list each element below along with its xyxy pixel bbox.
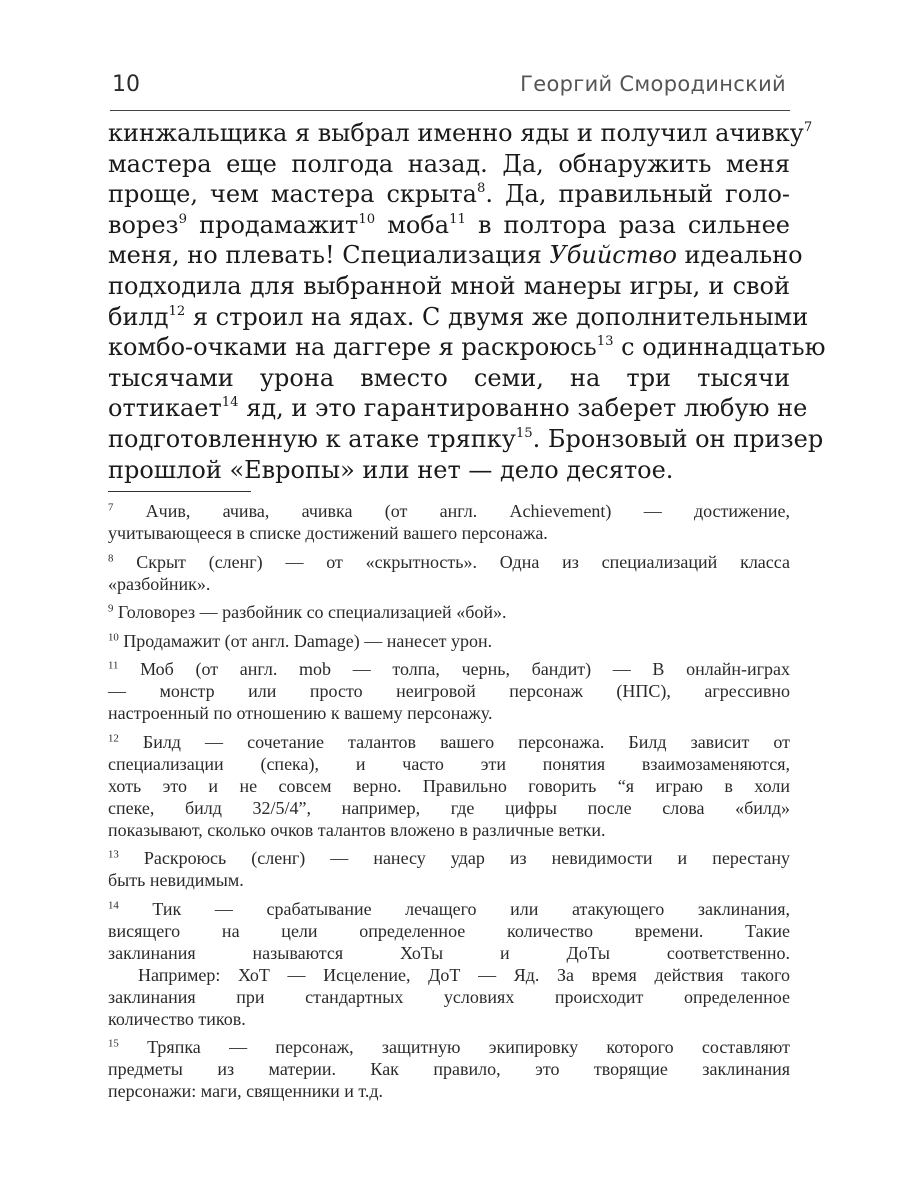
- footnote-line: [108, 522, 790, 544]
- body-line: [108, 393, 808, 424]
- footnote: [108, 500, 790, 544]
- text-run: показывают, сколько очков талантов вложено в различные ветки.: [108, 819, 606, 840]
- body-line: [108, 149, 790, 180]
- text-run: заклинания при стандартных условиях происходит определенное: [108, 986, 790, 1007]
- footnote-line: [108, 920, 790, 942]
- text-run: настроенный по отношению к вашему персонажу.: [108, 703, 493, 723]
- footnote-line: [108, 1058, 790, 1080]
- text-run: хоть это и не совсем верно. Правильно говорить “я играю в холи: [108, 775, 790, 796]
- footnote-reference: 10: [108, 631, 119, 644]
- body-line: [108, 455, 790, 486]
- footnote-reference: 9: [178, 211, 188, 227]
- text-run: . Бронзовый он призер: [532, 424, 824, 453]
- footnote-reference: 10: [358, 211, 376, 227]
- body-line: [108, 302, 809, 333]
- text-run: Продамажит (от англ. Damage) — нанесет урон.: [118, 630, 493, 651]
- footnote-line: [108, 702, 790, 724]
- body-line: [108, 210, 790, 241]
- page-number: 10: [112, 72, 140, 97]
- text-run: тысячами урона вместо семи, на три тысячи: [108, 363, 790, 392]
- footnote-separator: [108, 491, 251, 492]
- body-line: [108, 424, 824, 455]
- text-run: в полтора раза сильнее: [465, 210, 791, 239]
- text-run: прошлой «Европы» или нет — дело десятое.: [108, 455, 674, 484]
- footnote-line: [108, 775, 790, 797]
- text-run: продамажит: [187, 210, 359, 239]
- footnote-line: [108, 869, 790, 891]
- text-run: Головорез — разбойник со специализацией «бой».: [113, 602, 507, 622]
- footnote-line: [108, 964, 790, 986]
- text-run: Моб (от англ. mob — толпа, чернь, бандит) — В онлайн-играх: [118, 659, 790, 679]
- text-run: учитывающееся в списке достижений вашего персонажа.: [108, 523, 548, 543]
- text-run: оттикает: [108, 394, 222, 423]
- footnote-line: [108, 1008, 790, 1030]
- footnote: [108, 731, 790, 841]
- footnote-line: [108, 847, 790, 869]
- text-run: быть невидимым.: [108, 870, 244, 890]
- footnote-reference: 12: [168, 303, 186, 319]
- footnote-line: [108, 1080, 790, 1102]
- footnote: [108, 630, 790, 652]
- text-run: яд, и это гарантированно заберет любую не: [238, 394, 808, 423]
- text-run: заклинания называются ХоТы и ДоТы соответственно.: [108, 942, 790, 963]
- text-run: специализации (спека), и часто эти понятия взаимозаменяются,: [108, 753, 790, 774]
- text-run: подходила для выбранной мной манеры игры, и свой: [108, 271, 790, 300]
- body-line: [108, 332, 826, 363]
- footnote: [108, 898, 790, 1030]
- italic-term: Убийство: [549, 241, 677, 270]
- text-run: висящего на цели определенное количество времени. Такие: [108, 920, 790, 941]
- text-run: подготовленную к атаке тряпку: [108, 424, 516, 453]
- text-run: комбо-очками на даггере я раскроюсь: [108, 333, 597, 362]
- text-run: идеально: [676, 241, 803, 270]
- footnote-line: [108, 601, 790, 623]
- body-line: [108, 179, 790, 210]
- footnote-line: [108, 942, 790, 964]
- text-run: . Да, правильный голо-: [485, 180, 791, 209]
- footnote-line: [108, 573, 790, 595]
- body-line: [108, 118, 813, 149]
- footnote-line: [108, 731, 790, 753]
- footnote-line: [108, 986, 790, 1008]
- footnote: [108, 1036, 790, 1102]
- text-run: ворез: [108, 210, 179, 239]
- footnote-reference: 7: [803, 120, 813, 136]
- text-run: моба: [375, 210, 450, 239]
- text-run: Ачив, ачива, ачивка (от англ. Achievement) — достижение,: [113, 501, 790, 521]
- footnote-reference: 7: [108, 501, 114, 514]
- footnote-reference: 11: [449, 211, 466, 227]
- main-text: [108, 118, 826, 485]
- text-run: с одиннадцатью: [613, 333, 826, 362]
- text-run: Например: ХоТ — Исцеление, ДоТ — Яд. За время действия такого: [138, 964, 790, 985]
- text-run: меня, но плевать! Специализация: [108, 241, 550, 270]
- footnote: [108, 658, 790, 724]
- text-run: я строил на ядах. С двумя же дополнительными: [185, 302, 809, 331]
- footnote-reference: 9: [108, 602, 114, 615]
- text-run: билд: [108, 302, 169, 331]
- text-run: проще, чем мастера скрыта: [108, 180, 477, 209]
- footnote-reference: 12: [108, 732, 119, 745]
- body-line: [108, 363, 790, 394]
- footnote-reference: 15: [515, 426, 533, 442]
- footnote-reference: 13: [108, 848, 119, 861]
- footnote: [108, 847, 790, 891]
- text-run: Тряпка — персонаж, защитную экипировку которого составляют: [118, 1037, 790, 1057]
- text-run: Билд — сочетание талантов вашего персонажа. Билд зависит от: [118, 731, 790, 752]
- text-run: «разбойник».: [108, 573, 211, 594]
- footnote-reference: 11: [108, 659, 119, 672]
- text-run: Тик — срабатывание лечащего или атакующего заклинания,: [118, 898, 790, 919]
- text-run: персонажи: маги, священники и т.д.: [108, 1081, 384, 1101]
- footnote-reference: 14: [108, 899, 119, 912]
- footnote-reference: 8: [476, 181, 486, 197]
- text-run: спеке, билд 32/5/4”, например, где цифры после слова «билд»: [108, 797, 790, 818]
- footnote-reference: 13: [596, 334, 614, 350]
- footnote-line: [108, 819, 790, 841]
- footnote-reference: 8: [108, 552, 114, 565]
- text-run: Раскроюсь (сленг) — нанесу удар из невидимости и перестану: [118, 848, 790, 868]
- body-line: [108, 271, 790, 302]
- footnote-line: [108, 797, 790, 819]
- text-run: предметы из материи. Как правило, это творящие заклинания: [108, 1059, 790, 1079]
- footnote-line: [108, 500, 790, 522]
- footnote-line: [108, 898, 790, 920]
- body-line: [108, 240, 803, 271]
- author-name: Георгий Смородинский: [520, 72, 786, 96]
- footnote-line: [108, 753, 790, 775]
- footnote: [108, 551, 790, 595]
- footnote-reference: 14: [221, 395, 239, 411]
- text-run: Скрыт (сленг) — от «скрытность». Одна из специализаций класса: [113, 551, 790, 572]
- footnote-line: [108, 680, 790, 702]
- text-run: мастера еще полгода назад. Да, обнаружить меня: [108, 149, 790, 178]
- footnote: [108, 601, 790, 623]
- text-run: — монстр или просто неигровой персонаж (НПС), агрессивно: [108, 681, 790, 701]
- text-run: кинжальщика я выбрал именно яды и получил ачивку: [108, 119, 804, 147]
- footnote-line: [108, 1036, 790, 1058]
- footnote-reference: 15: [108, 1037, 119, 1050]
- footnote-line: [108, 630, 790, 652]
- footnote-line: [108, 658, 790, 680]
- footnote-line: [108, 551, 790, 573]
- text-run: количество тиков.: [108, 1008, 246, 1029]
- footnotes: [108, 500, 790, 1109]
- running-head: [110, 70, 790, 111]
